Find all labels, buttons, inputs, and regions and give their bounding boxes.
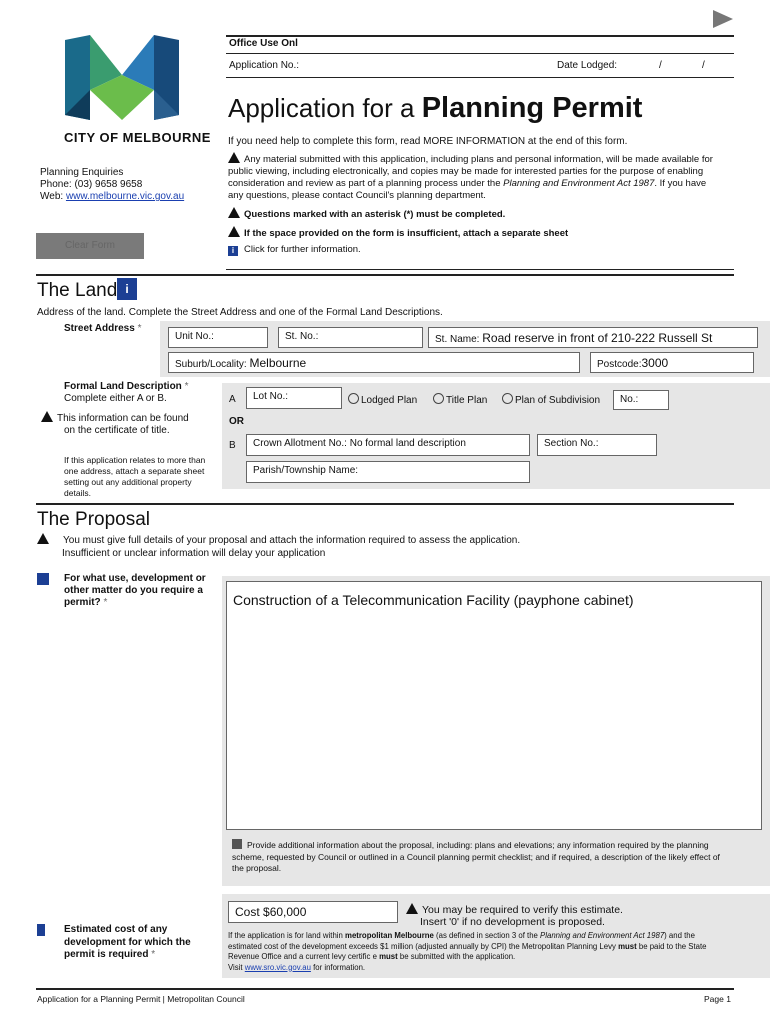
proposal-use-textarea[interactable]: Construction of a Telecommunication Facility (payphone cabinet): [226, 581, 762, 830]
certificate-note: This information can be found on the certificate of title.: [64, 411, 194, 437]
postcode-field[interactable]: Postcode:3000: [590, 352, 754, 373]
section-heading-land: The Land: [37, 280, 118, 301]
land-description: Address of the land. Complete the Street Address and one of the Formal Land Descriptions.: [37, 307, 443, 318]
clear-form-button[interactable]: Clear Form: [36, 233, 144, 259]
application-no-label: Application No.:: [229, 60, 300, 71]
street-address-label: Street Address *: [64, 323, 142, 334]
suburb-field[interactable]: Suburb/Locality: Melbourne: [168, 352, 580, 373]
date-lodged-label: Date Lodged:: [557, 60, 618, 71]
option-b-label: B: [229, 440, 236, 451]
warning-icon: [41, 411, 53, 422]
date-slash: /: [702, 60, 705, 71]
web-label: Web:: [40, 191, 66, 202]
lot-no-field[interactable]: Lot No.:: [246, 387, 342, 409]
plan-of-subdivision-radio[interactable]: Plan of Subdivision: [502, 393, 600, 406]
note-icon: [232, 839, 242, 849]
next-page-arrow-icon[interactable]: [713, 10, 733, 28]
asterisk-warning: Questions marked with an asterisk (*) must be completed.: [228, 207, 505, 220]
multi-address-note: If this application relates to more than one address, attach a separate sheet setting out any additional property details.: [64, 455, 206, 498]
title-main: Planning Permit: [421, 92, 643, 124]
contact-block: [40, 167, 184, 203]
city-of-melbourne-logo: [60, 35, 184, 125]
space-warning: If the space provided on the form is insufficient, attach a separate sheet: [228, 226, 568, 239]
unit-no-field[interactable]: Unit No.:: [168, 327, 268, 348]
info-icon: i: [228, 246, 238, 256]
formal-land-label: Formal Land Description * Complete either A or B.: [64, 381, 189, 404]
cost-question: Estimated cost of any development for which the permit is required *: [64, 924, 191, 960]
info-icon[interactable]: [37, 924, 45, 936]
title-prefix: Application for a: [228, 93, 415, 123]
plan-no-field[interactable]: No.:: [613, 390, 669, 410]
footer-title: Application for a Planning Permit | Metropolitan Council: [37, 994, 245, 1004]
or-label: OR: [229, 416, 244, 427]
section-heading-proposal: The Proposal: [37, 509, 151, 530]
parish-township-field[interactable]: Parish/Township Name:: [246, 461, 530, 483]
lodged-plan-radio[interactable]: Lodged Plan: [348, 393, 417, 406]
material-warning: Any material submitted with this application, including plans and personal information, will be made available for public viewing, including electronically, and copies may be made for interested parties for the purpose of enabling consideration and review as part of a planning process under the Planning and Environment Act 1987. If you have any questions, please contact Council's planning department.: [228, 154, 713, 201]
info-link[interactable]: i Click for further information.: [228, 244, 361, 256]
cost-field[interactable]: Cost $60,000: [228, 901, 398, 923]
info-icon[interactable]: i: [117, 278, 137, 300]
section-no-field[interactable]: Section No.:: [537, 434, 657, 456]
website-link[interactable]: www.melbourne.vic.gov.au: [65, 191, 185, 202]
warning-icon: [228, 207, 240, 218]
proposal-warning: You must give full details of your proposal and attach the information required to assess the application. Insufficient or unclear information will delay your application: [37, 533, 520, 560]
planning-enquiries: Planning Enquiries: [40, 167, 124, 178]
info-icon[interactable]: [37, 573, 49, 585]
street-name-field[interactable]: St. Name: Road reserve in front of 210-222 Russell St: [428, 327, 758, 348]
warning-icon: [228, 152, 240, 163]
verify-note: You may be required to verify this estimate. Insert '0' if no development is proposed.: [406, 903, 623, 928]
option-a-label: A: [229, 394, 236, 405]
page-title: [228, 92, 642, 125]
additional-info-note: Provide additional information about the proposal, including: plans and elevations; any information required by the planning scheme, requested by Council or outlined in a Council planning permit checklist; and if required, a description of the likely effect of the proposal.: [232, 840, 720, 873]
street-no-field[interactable]: St. No.:: [278, 327, 423, 348]
title-plan-radio[interactable]: Title Plan: [433, 393, 487, 406]
warning-icon: [37, 533, 49, 544]
use-question: For what use, development or other matter do you require a permit? *: [64, 573, 206, 608]
warning-icon: [406, 903, 418, 914]
office-use-title: Office Use Onl: [229, 38, 298, 49]
warning-icon: [228, 226, 240, 237]
levy-note: If the application is for land within metropolitan Melbourne (as defined in section 3 of the Planning and Environment Act 1987) and the estimated cost of the development exceeds $1 million (adjusted annually by CPI) the Metropolitan Planning Levy must be paid to the State Revenue Office and a current levy certific e must be submitted with the application. Visit www.sro.vic.gov.au for information.: [228, 931, 707, 972]
help-text: If you need help to complete this form, read MORE INFORMATION at the end of this form.: [228, 136, 628, 147]
crown-allotment-field[interactable]: Crown Allotment No.: No formal land description: [246, 434, 530, 456]
phone-number: Phone: (03) 9658 9658: [40, 179, 143, 190]
page-number: Page 1: [704, 994, 731, 1004]
sro-link[interactable]: www.sro.vic.gov.au: [244, 962, 311, 972]
date-slash: /: [659, 60, 662, 71]
logo-text: CITY OF MELBOURNE: [64, 130, 211, 145]
